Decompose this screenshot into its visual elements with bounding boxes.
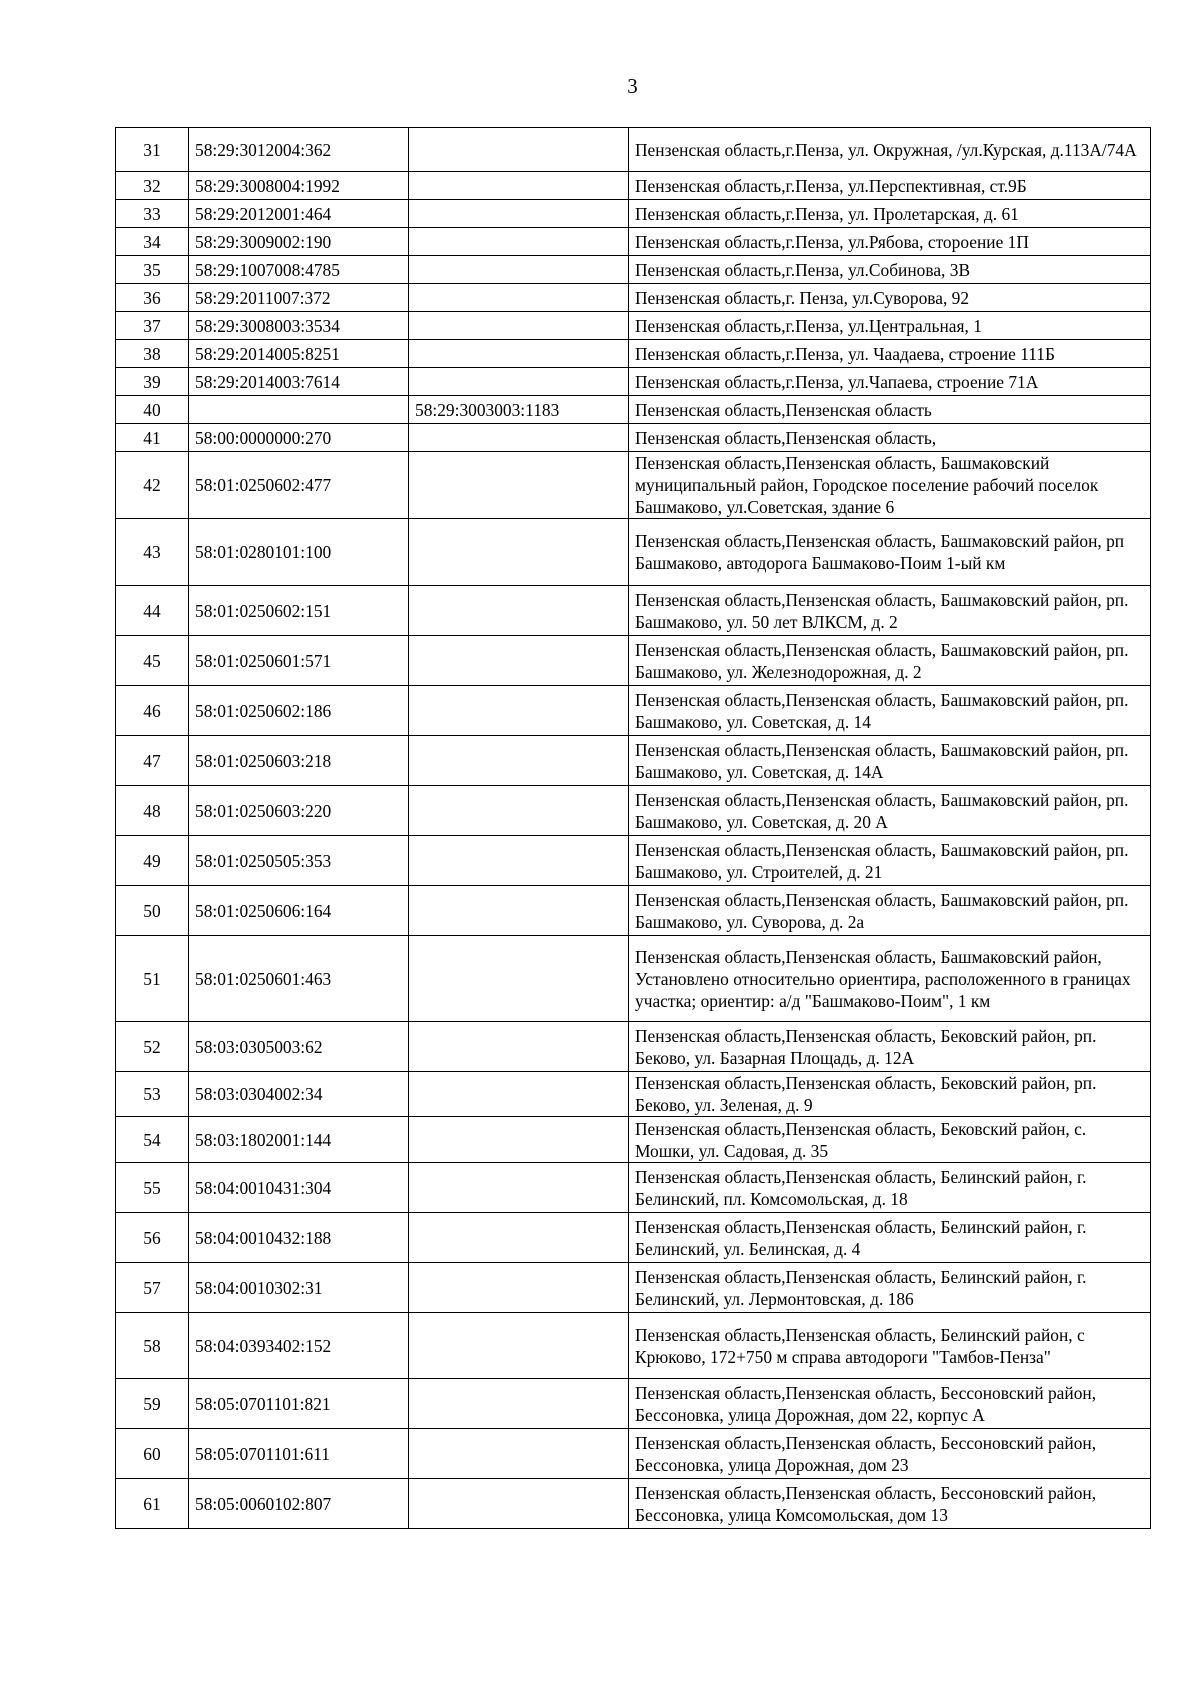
related-cadastral-number-cell bbox=[409, 172, 629, 200]
cadastral-number-cell: 58:05:0701101:611 bbox=[189, 1429, 409, 1479]
cadastral-number-cell: 58:29:3008003:3534 bbox=[189, 312, 409, 340]
table-row bbox=[116, 586, 1151, 636]
row-number-cell: 42 bbox=[116, 452, 189, 519]
address-cell: Пензенская область,Пензенская область, Белинский район, с Крюково, 172+750 м справа автодороги "Тамбов-Пенза" bbox=[629, 1313, 1151, 1379]
table-row bbox=[116, 172, 1151, 200]
related-cadastral-number-cell bbox=[409, 256, 629, 284]
address-cell: Пензенская область,Пензенская область, Бековский район, рп. Беково, ул. Зеленая, д. 9 bbox=[629, 1072, 1151, 1117]
row-number-cell: 31 bbox=[116, 128, 189, 172]
cadastral-number-cell: 58:01:0250601:571 bbox=[189, 636, 409, 686]
address-cell: Пензенская область,Пензенская область, Башмаковский муниципальный район, Городское поселение рабочий поселок Башмаково, ул.Советская, здание 6 bbox=[629, 452, 1151, 519]
address-cell: Пензенская область,Пензенская область, Башмаковский район, рп. Башмаково, ул. Суворова, д. 2а bbox=[629, 886, 1151, 936]
related-cadastral-number-cell bbox=[409, 1117, 629, 1163]
table-row bbox=[116, 128, 1151, 172]
address-cell: Пензенская область,г.Пенза, ул.Чапаева, строение 71А bbox=[629, 368, 1151, 396]
cadastral-number-cell: 58:03:1802001:144 bbox=[189, 1117, 409, 1163]
table-row bbox=[116, 836, 1151, 886]
cadastral-number-cell: 58:29:3012004:362 bbox=[189, 128, 409, 172]
related-cadastral-number-cell bbox=[409, 786, 629, 836]
related-cadastral-number-cell bbox=[409, 736, 629, 786]
row-number-cell: 50 bbox=[116, 886, 189, 936]
table-row bbox=[116, 636, 1151, 686]
table-row bbox=[116, 256, 1151, 284]
address-cell: Пензенская область,Пензенская область, Бессоновский район, Бессоновка, улица Дорожная, дом 23 bbox=[629, 1429, 1151, 1479]
address-cell: Пензенская область,Пензенская область, Башмаковский район, рп. Башмаково, ул. Советская, д. 14А bbox=[629, 736, 1151, 786]
table-row bbox=[116, 1263, 1151, 1313]
related-cadastral-number-cell bbox=[409, 519, 629, 586]
table-row bbox=[116, 1022, 1151, 1072]
related-cadastral-number-cell bbox=[409, 228, 629, 256]
cadastral-number-cell: 58:01:0250505:353 bbox=[189, 836, 409, 886]
table-row bbox=[116, 200, 1151, 228]
row-number-cell: 44 bbox=[116, 586, 189, 636]
address-cell: Пензенская область,Пензенская область, Башмаковский район, рп. Башмаково, ул. Железнодорожная, д. 2 bbox=[629, 636, 1151, 686]
cadastral-number-cell: 58:04:0010302:31 bbox=[189, 1263, 409, 1313]
address-cell: Пензенская область,Пензенская область, Бековский район, рп. Беково, ул. Базарная Площадь, д. 12А bbox=[629, 1022, 1151, 1072]
address-cell: Пензенская область,Пензенская область, Башмаковский район, рп Башмаково, автодорога Башмаково-Поим 1-ый км bbox=[629, 519, 1151, 586]
cadastral-number-cell: 58:01:0250606:164 bbox=[189, 886, 409, 936]
row-number-cell: 43 bbox=[116, 519, 189, 586]
cadastral-number-cell: 58:29:1007008:4785 bbox=[189, 256, 409, 284]
table-row bbox=[116, 1429, 1151, 1479]
table-row bbox=[116, 368, 1151, 396]
row-number-cell: 57 bbox=[116, 1263, 189, 1313]
row-number-cell: 47 bbox=[116, 736, 189, 786]
address-cell: Пензенская область,Пензенская область, Бессоновский район, Бессоновка, улица Комсомольская, дом 13 bbox=[629, 1479, 1151, 1529]
address-cell: Пензенская область,Пензенская область, Башмаковский район, рп. Башмаково, ул. Советская, д. 14 bbox=[629, 686, 1151, 736]
table-row bbox=[116, 312, 1151, 340]
cadastral-number-cell: 58:29:3008004:1992 bbox=[189, 172, 409, 200]
row-number-cell: 37 bbox=[116, 312, 189, 340]
cadastral-number-cell: 58:04:0010431:304 bbox=[189, 1163, 409, 1213]
cadastral-number-cell: 58:01:0250603:220 bbox=[189, 786, 409, 836]
row-number-cell: 35 bbox=[116, 256, 189, 284]
related-cadastral-number-cell bbox=[409, 340, 629, 368]
table-row bbox=[116, 284, 1151, 312]
address-cell: Пензенская область,Пензенская область, Белинский район, г. Белинский, пл. Комсомольская, д. 18 bbox=[629, 1163, 1151, 1213]
table-row bbox=[116, 1479, 1151, 1529]
table-row bbox=[116, 1379, 1151, 1429]
table-row bbox=[116, 1117, 1151, 1163]
related-cadastral-number-cell bbox=[409, 1213, 629, 1263]
cadastral-number-cell: 58:04:0393402:152 bbox=[189, 1313, 409, 1379]
address-cell: Пензенская область,Пензенская область, Башмаковский район, рп. Башмаково, ул. Строителей, д. 21 bbox=[629, 836, 1151, 886]
related-cadastral-number-cell bbox=[409, 424, 629, 452]
table-row bbox=[116, 936, 1151, 1022]
related-cadastral-number-cell bbox=[409, 686, 629, 736]
cadastral-number-cell: 58:03:0304002:34 bbox=[189, 1072, 409, 1117]
cadastral-number-cell: 58:01:0280101:100 bbox=[189, 519, 409, 586]
related-cadastral-number-cell bbox=[409, 586, 629, 636]
property-registry-table bbox=[115, 127, 1151, 1529]
address-cell: Пензенская область,Пензенская область, Башмаковский район, Установлено относительно ориентира, расположенного в границах участка; ориентир: а/д "Башмаково-Поим", 1 км bbox=[629, 936, 1151, 1022]
row-number-cell: 59 bbox=[116, 1379, 189, 1429]
related-cadastral-number-cell: 58:29:3003003:1183 bbox=[409, 396, 629, 424]
address-cell: Пензенская область,Пензенская область, Башмаковский район, рп. Башмаково, ул. Советская, д. 20 А bbox=[629, 786, 1151, 836]
related-cadastral-number-cell bbox=[409, 1479, 629, 1529]
cadastral-number-cell bbox=[189, 396, 409, 424]
address-cell: Пензенская область,г.Пенза, ул. Окружная, /ул.Курская, д.113А/74А bbox=[629, 128, 1151, 172]
row-number-cell: 54 bbox=[116, 1117, 189, 1163]
related-cadastral-number-cell bbox=[409, 1379, 629, 1429]
table-row bbox=[116, 519, 1151, 586]
related-cadastral-number-cell bbox=[409, 836, 629, 886]
table-row bbox=[116, 1313, 1151, 1379]
row-number-cell: 36 bbox=[116, 284, 189, 312]
row-number-cell: 58 bbox=[116, 1313, 189, 1379]
cadastral-number-cell: 58:29:2014003:7614 bbox=[189, 368, 409, 396]
row-number-cell: 51 bbox=[116, 936, 189, 1022]
row-number-cell: 33 bbox=[116, 200, 189, 228]
address-cell: Пензенская область,Пензенская область, Бековский район, с. Мошки, ул. Садовая, д. 35 bbox=[629, 1117, 1151, 1163]
table-row bbox=[116, 1213, 1151, 1263]
row-number-cell: 32 bbox=[116, 172, 189, 200]
row-number-cell: 45 bbox=[116, 636, 189, 686]
row-number-cell: 55 bbox=[116, 1163, 189, 1213]
related-cadastral-number-cell bbox=[409, 368, 629, 396]
related-cadastral-number-cell bbox=[409, 1072, 629, 1117]
related-cadastral-number-cell bbox=[409, 886, 629, 936]
table-row bbox=[116, 424, 1151, 452]
row-number-cell: 41 bbox=[116, 424, 189, 452]
cadastral-number-cell: 58:01:0250603:218 bbox=[189, 736, 409, 786]
address-cell: Пензенская область,г.Пенза, ул.Рябова, стороение 1П bbox=[629, 228, 1151, 256]
address-cell: Пензенская область,Пензенская область bbox=[629, 396, 1151, 424]
related-cadastral-number-cell bbox=[409, 128, 629, 172]
table-row bbox=[116, 1163, 1151, 1213]
table-row bbox=[116, 886, 1151, 936]
address-cell: Пензенская область,г.Пенза, ул.Центральная, 1 bbox=[629, 312, 1151, 340]
registry-table-body bbox=[116, 128, 1151, 1529]
row-number-cell: 40 bbox=[116, 396, 189, 424]
page-number: 3 bbox=[627, 74, 638, 98]
table-row bbox=[116, 686, 1151, 736]
row-number-cell: 56 bbox=[116, 1213, 189, 1263]
address-cell: Пензенская область,Пензенская область, bbox=[629, 424, 1151, 452]
address-cell: Пензенская область,Пензенская область, Белинский район, г. Белинский, ул. Белинская, д. 4 bbox=[629, 1213, 1151, 1263]
row-number-cell: 52 bbox=[116, 1022, 189, 1072]
row-number-cell: 38 bbox=[116, 340, 189, 368]
row-number-cell: 53 bbox=[116, 1072, 189, 1117]
address-cell: Пензенская область,г. Пенза, ул.Суворова, 92 bbox=[629, 284, 1151, 312]
row-number-cell: 46 bbox=[116, 686, 189, 736]
related-cadastral-number-cell bbox=[409, 1263, 629, 1313]
address-cell: Пензенская область,Пензенская область, Бессоновский район, Бессоновка, улица Дорожная, дом 22, корпус А bbox=[629, 1379, 1151, 1429]
address-cell: Пензенская область,г.Пенза, ул.Перспективная, ст.9Б bbox=[629, 172, 1151, 200]
row-number-cell: 34 bbox=[116, 228, 189, 256]
cadastral-number-cell: 58:01:0250602:477 bbox=[189, 452, 409, 519]
cadastral-number-cell: 58:01:0250602:186 bbox=[189, 686, 409, 736]
cadastral-number-cell: 58:04:0010432:188 bbox=[189, 1213, 409, 1263]
table-row bbox=[116, 786, 1151, 836]
cadastral-number-cell: 58:29:2011007:372 bbox=[189, 284, 409, 312]
cadastral-number-cell: 58:05:0060102:807 bbox=[189, 1479, 409, 1529]
related-cadastral-number-cell bbox=[409, 284, 629, 312]
address-cell: Пензенская область,Пензенская область, Белинский район, г. Белинский, ул. Лермонтовская, д. 186 bbox=[629, 1263, 1151, 1313]
related-cadastral-number-cell bbox=[409, 1429, 629, 1479]
related-cadastral-number-cell bbox=[409, 936, 629, 1022]
cadastral-number-cell: 58:05:0701101:821 bbox=[189, 1379, 409, 1429]
cadastral-number-cell: 58:00:0000000:270 bbox=[189, 424, 409, 452]
cadastral-number-cell: 58:03:0305003:62 bbox=[189, 1022, 409, 1072]
address-cell: Пензенская область,Пензенская область, Башмаковский район, рп. Башмаково, ул. 50 лет ВЛКСМ, д. 2 bbox=[629, 586, 1151, 636]
related-cadastral-number-cell bbox=[409, 312, 629, 340]
table-row bbox=[116, 1072, 1151, 1117]
table-row bbox=[116, 340, 1151, 368]
address-cell: Пензенская область,г.Пенза, ул. Чаадаева, строение 111Б bbox=[629, 340, 1151, 368]
row-number-cell: 49 bbox=[116, 836, 189, 886]
related-cadastral-number-cell bbox=[409, 200, 629, 228]
related-cadastral-number-cell bbox=[409, 636, 629, 686]
related-cadastral-number-cell bbox=[409, 452, 629, 519]
address-cell: Пензенская область,г.Пенза, ул.Собинова, 3В bbox=[629, 256, 1151, 284]
cadastral-number-cell: 58:01:0250602:151 bbox=[189, 586, 409, 636]
row-number-cell: 60 bbox=[116, 1429, 189, 1479]
cadastral-number-cell: 58:01:0250601:463 bbox=[189, 936, 409, 1022]
row-number-cell: 48 bbox=[116, 786, 189, 836]
cadastral-number-cell: 58:29:2012001:464 bbox=[189, 200, 409, 228]
table-row bbox=[116, 228, 1151, 256]
table-row bbox=[116, 736, 1151, 786]
row-number-cell: 61 bbox=[116, 1479, 189, 1529]
related-cadastral-number-cell bbox=[409, 1163, 629, 1213]
table-row bbox=[116, 452, 1151, 519]
cadastral-number-cell: 58:29:2014005:8251 bbox=[189, 340, 409, 368]
cadastral-number-cell: 58:29:3009002:190 bbox=[189, 228, 409, 256]
related-cadastral-number-cell bbox=[409, 1022, 629, 1072]
related-cadastral-number-cell bbox=[409, 1313, 629, 1379]
row-number-cell: 39 bbox=[116, 368, 189, 396]
address-cell: Пензенская область,г.Пенза, ул. Пролетарская, д. 61 bbox=[629, 200, 1151, 228]
table-row bbox=[116, 396, 1151, 424]
